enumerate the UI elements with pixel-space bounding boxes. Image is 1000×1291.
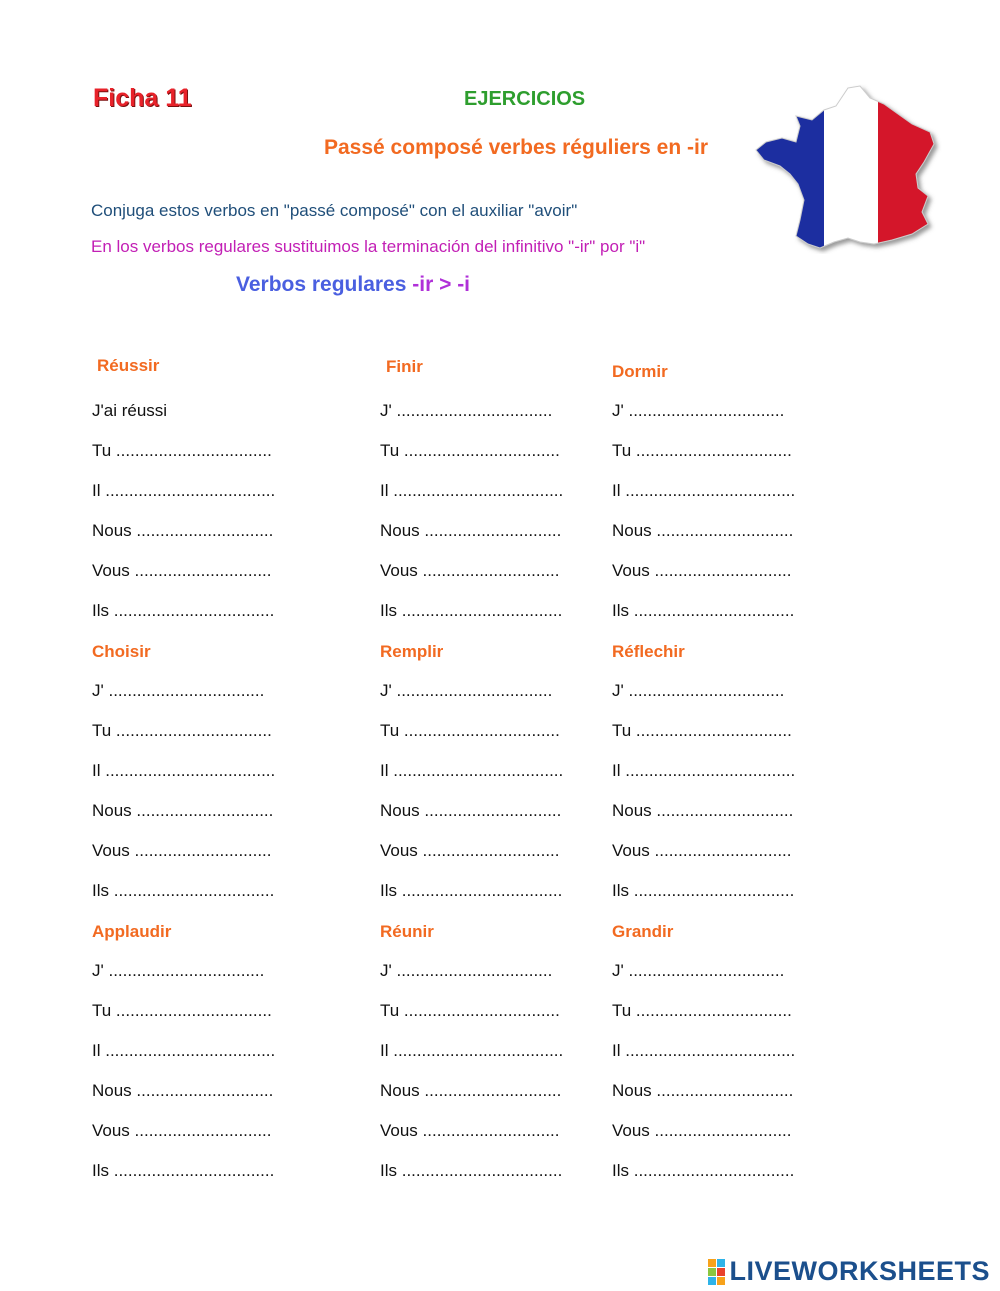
verb-block-applaudir — [92, 922, 352, 946]
verb-title: Grandir — [612, 922, 674, 941]
instruction-line-1: Conjuga estos verbos en "passé composé" con el auxiliar "avoir" — [91, 201, 578, 220]
conjugation-line[interactable]: Il .................................... — [380, 761, 564, 780]
conjugation-line[interactable]: Ils .................................. — [612, 1161, 795, 1180]
conjugation-line[interactable]: Tu ................................. — [92, 441, 272, 460]
conjugation-line[interactable]: Il .................................... — [92, 1041, 276, 1060]
conjugation-line[interactable]: Il .................................... — [92, 481, 276, 500]
worksheet-subtitle: Passé composé verbes réguliers en -ir — [324, 136, 709, 159]
france-map-flag-icon — [752, 84, 942, 254]
rule-heading — [236, 273, 470, 297]
flag-red-band — [878, 84, 942, 254]
conjugation-line[interactable]: Ils .................................. — [92, 881, 275, 900]
verb-lines-dormir — [612, 400, 872, 640]
verb-block-reflechir — [612, 642, 872, 666]
flag-white-band — [824, 84, 878, 254]
conjugation-line[interactable]: Vous ............................. — [380, 841, 560, 860]
conjugation-line[interactable]: J' ................................. — [612, 681, 785, 700]
conjugation-line[interactable]: Nous ............................. — [380, 1081, 562, 1100]
conjugation-line[interactable]: Tu ................................. — [380, 441, 560, 460]
conjugation-line[interactable]: Il .................................... — [612, 481, 796, 500]
conjugation-line[interactable]: Tu ................................. — [612, 721, 792, 740]
verb-title: Réunir — [380, 922, 434, 941]
verb-title: Applaudir — [92, 922, 172, 941]
liveworksheets-logo-icon — [708, 1259, 725, 1285]
conjugation-line[interactable]: Tu ................................. — [92, 721, 272, 740]
conjugation-line[interactable]: Nous ............................. — [380, 521, 562, 540]
conjugation-line[interactable]: Vous ............................. — [612, 1121, 792, 1140]
verb-lines-grandir — [612, 960, 872, 1200]
verb-block-dormir — [612, 362, 872, 386]
verb-block-finir — [386, 357, 646, 381]
conjugation-line[interactable]: Nous ............................. — [92, 801, 274, 820]
verb-lines-finir — [380, 400, 640, 640]
verb-title: Remplir — [380, 642, 444, 661]
conjugation-line[interactable]: Vous ............................. — [612, 561, 792, 580]
verb-lines-remplir — [380, 680, 640, 920]
conjugation-line[interactable]: Vous ............................. — [380, 561, 560, 580]
conjugation-line[interactable]: J' ................................. — [612, 961, 785, 980]
conjugation-line[interactable]: J' ................................. — [92, 961, 265, 980]
conjugation-line[interactable]: Nous ............................. — [92, 521, 274, 540]
instruction-line-2: En los verbos regulares sustituimos la terminación del infinitivo "-ir" por "i" — [91, 237, 646, 256]
rule-heading-pattern: -ir > -i — [406, 273, 471, 296]
verb-title: Dormir — [612, 362, 668, 381]
conjugation-line[interactable]: Tu ................................. — [380, 1001, 560, 1020]
conjugation-line[interactable]: Ils .................................. — [612, 881, 795, 900]
rule-heading-label: Verbos regulares — [236, 273, 407, 296]
conjugation-line[interactable]: Ils .................................. — [380, 1161, 563, 1180]
conjugation-line[interactable]: Ils .................................. — [612, 601, 795, 620]
conjugation-line[interactable]: Tu ................................. — [380, 721, 560, 740]
conjugation-line[interactable]: J' ................................. — [380, 961, 553, 980]
conjugation-line[interactable]: Vous ............................. — [612, 841, 792, 860]
conjugation-line[interactable]: Tu ................................. — [612, 441, 792, 460]
section-heading: EJERCICIOS — [464, 88, 586, 110]
conjugation-line[interactable]: Vous ............................. — [92, 561, 272, 580]
conjugation-line[interactable]: Vous ............................. — [380, 1121, 560, 1140]
conjugation-line[interactable]: J'ai réussi — [92, 401, 168, 420]
conjugation-line[interactable]: Il .................................... — [92, 761, 276, 780]
conjugation-line[interactable]: Nous ............................. — [612, 801, 794, 820]
verb-lines-reflechir — [612, 680, 872, 920]
conjugation-line[interactable]: Il .................................... — [612, 761, 796, 780]
flag-blue-band — [752, 84, 824, 254]
conjugation-line[interactable]: Il .................................... — [380, 481, 564, 500]
verb-lines-reunir — [380, 960, 640, 1200]
verb-block-remplir — [380, 642, 640, 666]
conjugation-line[interactable]: J' ................................. — [92, 681, 265, 700]
verb-title: Réflechir — [612, 642, 685, 661]
liveworksheets-logo-text: LIVEWORKSHEETS — [729, 1256, 990, 1286]
conjugation-line[interactable]: Tu ................................. — [92, 1001, 272, 1020]
verb-block-grandir — [612, 922, 872, 946]
conjugation-line[interactable]: Nous ............................. — [612, 521, 794, 540]
conjugation-line[interactable]: Ils .................................. — [92, 1161, 275, 1180]
verb-block-reussir — [97, 356, 357, 380]
conjugation-line[interactable]: Nous ............................. — [380, 801, 562, 820]
conjugation-line[interactable]: J' ................................. — [380, 401, 553, 420]
verb-title: Choisir — [92, 642, 151, 661]
verb-title: Finir — [386, 357, 423, 376]
verb-lines-reussir — [92, 400, 352, 640]
verb-block-reunir — [380, 922, 640, 946]
conjugation-line[interactable]: Ils .................................. — [380, 881, 563, 900]
liveworksheets-logo[interactable] — [708, 1256, 990, 1287]
conjugation-line[interactable]: J' ................................. — [612, 401, 785, 420]
verb-title: Réussir — [97, 356, 160, 375]
conjugation-line[interactable]: Ils .................................. — [92, 601, 275, 620]
conjugation-line[interactable]: Il .................................... — [380, 1041, 564, 1060]
conjugation-line[interactable]: Vous ............................. — [92, 841, 272, 860]
conjugation-line[interactable]: Ils .................................. — [380, 601, 563, 620]
conjugation-line[interactable]: Il .................................... — [612, 1041, 796, 1060]
ficha-title: Ficha 11 — [93, 84, 192, 112]
verb-lines-choisir — [92, 680, 352, 920]
conjugation-line[interactable]: Nous ............................. — [92, 1081, 274, 1100]
verb-lines-applaudir — [92, 960, 352, 1200]
conjugation-line[interactable]: Nous ............................. — [612, 1081, 794, 1100]
verb-block-choisir — [92, 642, 352, 666]
conjugation-line[interactable]: Vous ............................. — [92, 1121, 272, 1140]
conjugation-line[interactable]: J' ................................. — [380, 681, 553, 700]
conjugation-line[interactable]: Tu ................................. — [612, 1001, 792, 1020]
